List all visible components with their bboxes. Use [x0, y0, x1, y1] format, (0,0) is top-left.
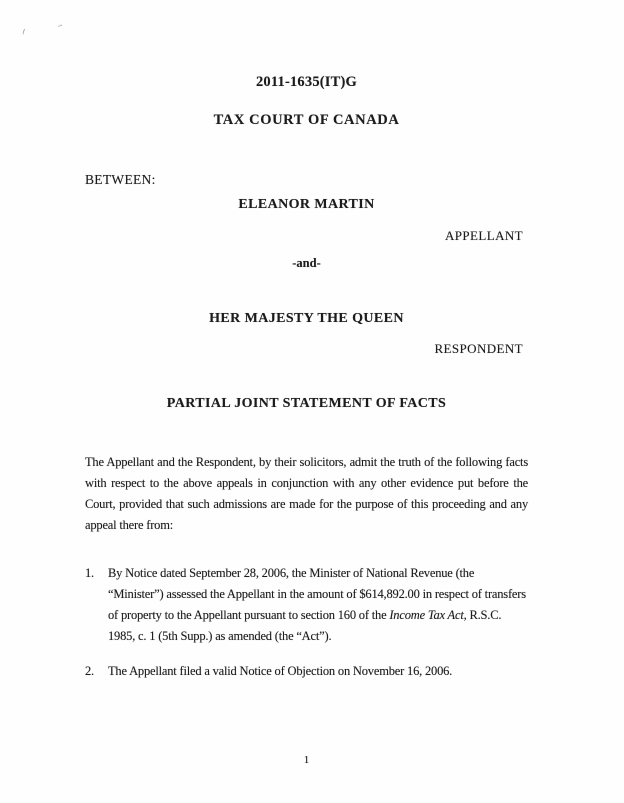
- fact-number: 1.: [85, 566, 94, 580]
- document-title: PARTIAL JOINT STATEMENT OF FACTS: [166, 396, 447, 411]
- court-name-heading: TAX COURT OF CANADA: [213, 112, 400, 128]
- fact-text-italic-citation: Income Tax Act,: [389, 608, 467, 622]
- scan-artifact-mark: [58, 24, 64, 30]
- fact-item-2: [85, 661, 528, 682]
- fact-text-segment: By Notice dated September 28, 2006, the Minister of National Revenue (the “Minister”) assessed the Appellant in the amount of $614,892.00 in respect of transfers of property to the Appellant pursuant to section 160 of the: [108, 566, 526, 622]
- scan-artifact-mark: [22, 29, 28, 36]
- appellant-role-label: APPELLANT: [445, 228, 523, 243]
- appellant-name: ELEANOR MARTIN: [238, 197, 375, 212]
- fact-item-1: [85, 563, 528, 647]
- intro-paragraph: The Appellant and the Respondent, by their solicitors, admit the truth of the following facts with respect to the above appeals in conjunction with any other evidence put before the Court, provided that such admissions are made for the purpose of this proceeding and any appeal there from:: [85, 455, 528, 532]
- respondent-role-label: RESPONDENT: [434, 341, 523, 356]
- fact-text-segment: The Appellant filed a valid Notice of Objection on November 16, 2006.: [108, 664, 453, 678]
- page-number: 1: [303, 754, 310, 766]
- between-label: BETWEEN:: [85, 172, 156, 187]
- case-number: 2011-1635(IT)G: [255, 74, 358, 90]
- fact-text: [108, 661, 528, 682]
- respondent-name: HER MAJESTY THE QUEEN: [209, 311, 404, 326]
- and-separator: -and-: [292, 256, 321, 270]
- fact-text: [108, 563, 528, 647]
- fact-number: 2.: [85, 664, 94, 678]
- fact-text-segment: R.S.C. 1985, c. 1 (5th Supp.) as amended (the “Act”).: [108, 608, 502, 643]
